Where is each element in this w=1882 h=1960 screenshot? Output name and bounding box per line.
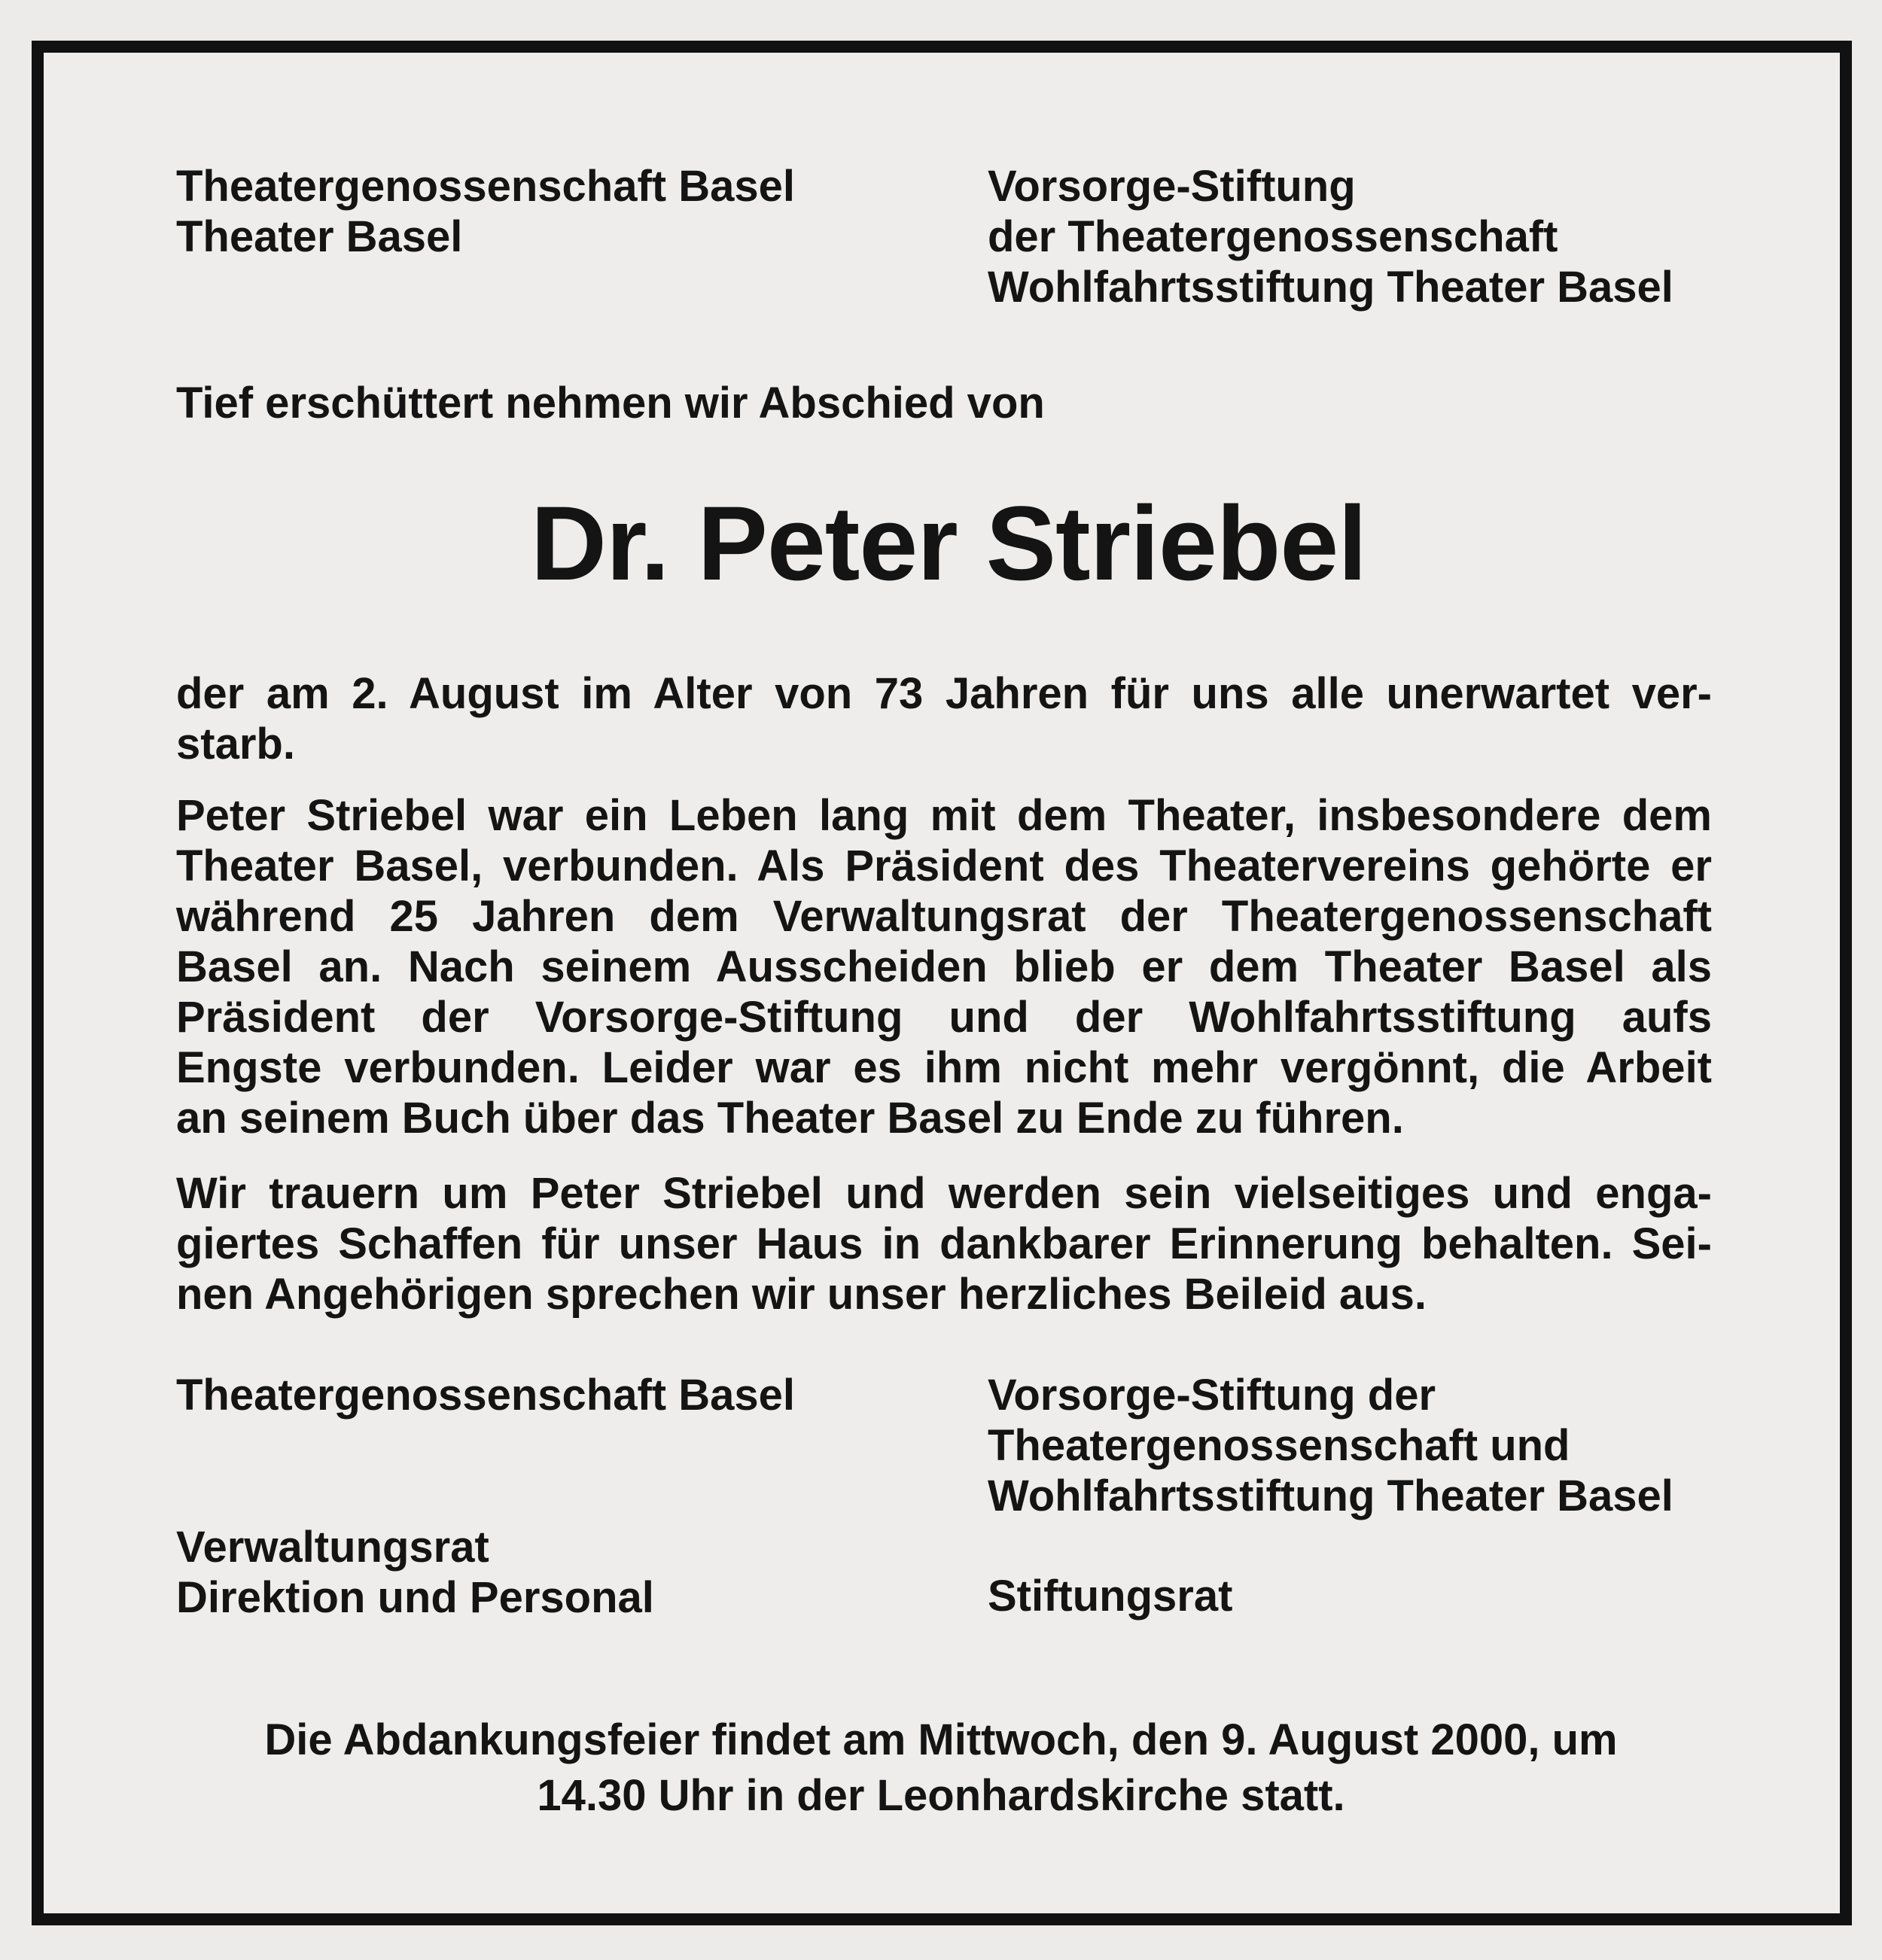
paragraph-2 bbox=[176, 790, 1712, 1143]
signature-line: Vorsorge-Stiftung der bbox=[988, 1371, 1436, 1420]
paragraph-line: während 25 Jahren dem Verwaltungsrat der Theatergenossenschaft bbox=[176, 892, 1712, 941]
paragraph-1 bbox=[176, 668, 1712, 769]
paragraph-line: der am 2. August im Alter von 73 Jahren für uns alle unerwartet ver- bbox=[176, 669, 1712, 718]
signature-right-role bbox=[988, 1571, 1232, 1621]
funeral-notice bbox=[0, 1712, 1882, 1824]
deceased-name: Dr. Peter Striebel bbox=[530, 484, 1367, 602]
signature-line: Theatergenossenschaft Basel bbox=[176, 1371, 795, 1420]
closing-line: 14.30 Uhr in der Leonhardskirche statt. bbox=[537, 1771, 1345, 1820]
paragraph-line: Engste verbunden. Leider war es ihm nicht mehr vergönnt, die Arbeit bbox=[176, 1043, 1712, 1092]
paragraph-line: Präsident der Vorsorge-Stiftung und der Wohlfahrtsstiftung aufs bbox=[176, 993, 1712, 1042]
header-left bbox=[176, 161, 795, 262]
paragraph-line: giertes Schaffen für unser Haus in dankbarer Erinnerung behalten. Sei- bbox=[176, 1219, 1712, 1268]
paragraph-line: starb. bbox=[176, 720, 295, 768]
paragraph-line: Theater Basel, verbunden. Als Präsident des Theatervereins gehörte er bbox=[176, 842, 1712, 890]
signature-line: Direktion und Personal bbox=[176, 1573, 654, 1622]
header-right bbox=[988, 161, 1673, 312]
header-right-line: Vorsorge-Stiftung bbox=[988, 162, 1356, 211]
header-left-line: Theatergenossenschaft Basel bbox=[176, 162, 795, 211]
paragraph-line: an seinem Buch über das Theater Basel zu Ende zu führen. bbox=[176, 1094, 1404, 1143]
signature-right-org bbox=[988, 1370, 1673, 1521]
signature-line: Wohlfahrtsstiftung Theater Basel bbox=[988, 1472, 1673, 1520]
signature-line: Stiftungsrat bbox=[988, 1572, 1233, 1621]
header-right-line: der Theatergenossenschaft bbox=[988, 212, 1558, 261]
paragraph-line: Basel an. Nach seinem Ausscheiden blieb er dem Theater Basel als bbox=[176, 942, 1712, 991]
signature-left-org bbox=[176, 1370, 795, 1420]
paragraph-3 bbox=[176, 1168, 1712, 1319]
closing-line: Die Abdankungsfeier findet am Mittwoch, den 9. August 2000, um bbox=[264, 1715, 1618, 1764]
header-left-line: Theater Basel bbox=[176, 212, 463, 261]
paragraph-line: Peter Striebel war ein Leben lang mit dem Theater, insbesondere dem bbox=[176, 791, 1712, 840]
header-right-line: Wohlfahrtsstiftung Theater Basel bbox=[988, 263, 1673, 312]
paragraph-line: nen Angehörigen sprechen wir unser herzliches Beileid aus. bbox=[176, 1270, 1427, 1319]
intro-text: Tief erschüttert nehmen wir Abschied von bbox=[176, 379, 1045, 428]
signature-left-roles bbox=[176, 1522, 654, 1623]
signature-line: Theatergenossenschaft und bbox=[988, 1421, 1570, 1470]
paragraph-line: Wir trauern um Peter Striebel und werden sein vielseitiges und enga- bbox=[176, 1169, 1712, 1218]
signature-line: Verwaltungsrat bbox=[176, 1523, 489, 1572]
